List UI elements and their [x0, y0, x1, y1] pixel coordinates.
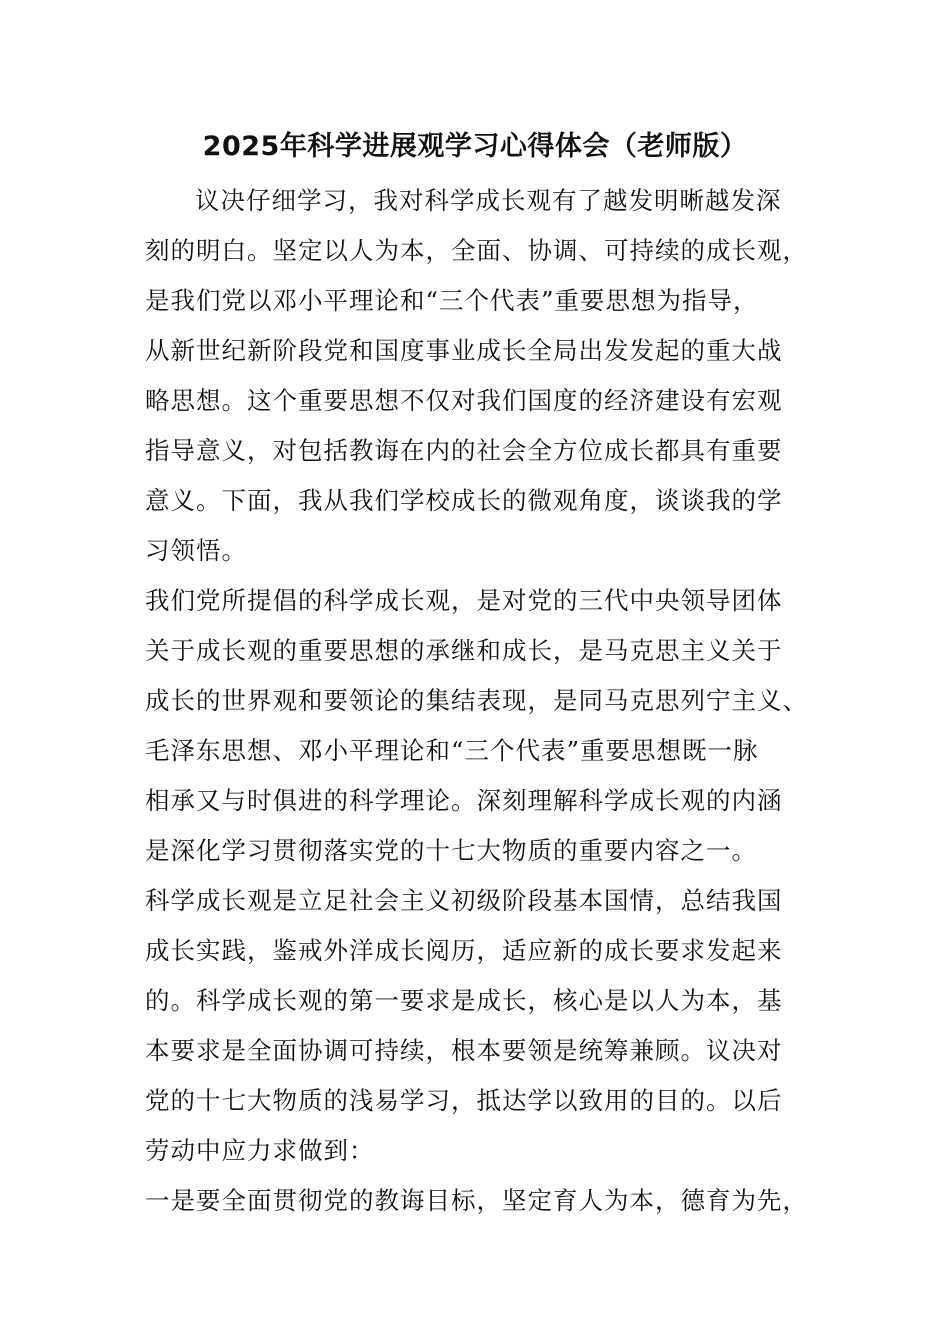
- paragraph-line: 成长实践，鉴戒外洋成长阅历，适应新的成长要求发起来: [145, 936, 783, 965]
- paragraph-line: 党的十七大物质的浅易学习，抵达学以致用的目的。以后: [145, 1086, 783, 1115]
- paragraph-line: 是我们党以邓小平理论和“三个代表”重要思想为指导，: [145, 286, 759, 315]
- paragraph-line: 是深化学习贯彻落实党的十七大物质的重要内容之一。: [145, 836, 757, 865]
- paragraph-line: 毛泽东思想、邓小平理论和“三个代表”重要思想既一脉: [145, 736, 759, 765]
- paragraph-line: 相承又与时俱进的科学理论。深刻理解科学成长观的内涵: [145, 786, 783, 815]
- paragraph-line: 成长的世界观和要领论的集结表现，是同马克思列宁主义、: [145, 686, 808, 715]
- paragraph-line: 我们党所提倡的科学成长观，是对党的三代中央领导团体: [145, 586, 783, 615]
- paragraph-line: 刻的明白。坚定以人为本，全面、协调、可持续的成长观，: [145, 236, 808, 265]
- paragraph-line: 意义。下面，我从我们学校成长的微观角度，谈谈我的学: [145, 486, 783, 515]
- paragraph-line: 习领悟。: [145, 536, 247, 565]
- paragraph-line: 劳动中应力求做到：: [145, 1136, 375, 1165]
- paragraph-line: 一是要全面贯彻党的教诲目标，坚定育人为本，德育为先，: [145, 1186, 808, 1215]
- paragraph-line: 议决仔细学习，我对科学成长观有了越发明晰越发深: [195, 186, 782, 215]
- paragraph-line: 本要求是全面协调可持续，根本要领是统筹兼顾。议决对: [145, 1036, 783, 1065]
- paragraph-line: 关于成长观的重要思想的承继和成长，是马克思主义关于: [145, 636, 783, 665]
- paragraph-line: 科学成长观是立足社会主义初级阶段基本国情，总结我国: [145, 886, 783, 915]
- document-title: 2025年科学进展观学习心得体会（老师版）: [202, 131, 748, 162]
- paragraph-line: 略思想。这个重要思想不仅对我们国度的经济建设有宏观: [145, 386, 783, 415]
- paragraph-line: 指导意义，对包括教诲在内的社会全方位成长都具有重要: [145, 436, 783, 465]
- paragraph-line: 的。科学成长观的第一要求是成长，核心是以人为本，基: [145, 986, 783, 1015]
- paragraph-line: 从新世纪新阶段党和国度事业成长全局出发发起的重大战: [145, 336, 783, 365]
- document-body: [145, 176, 808, 1226]
